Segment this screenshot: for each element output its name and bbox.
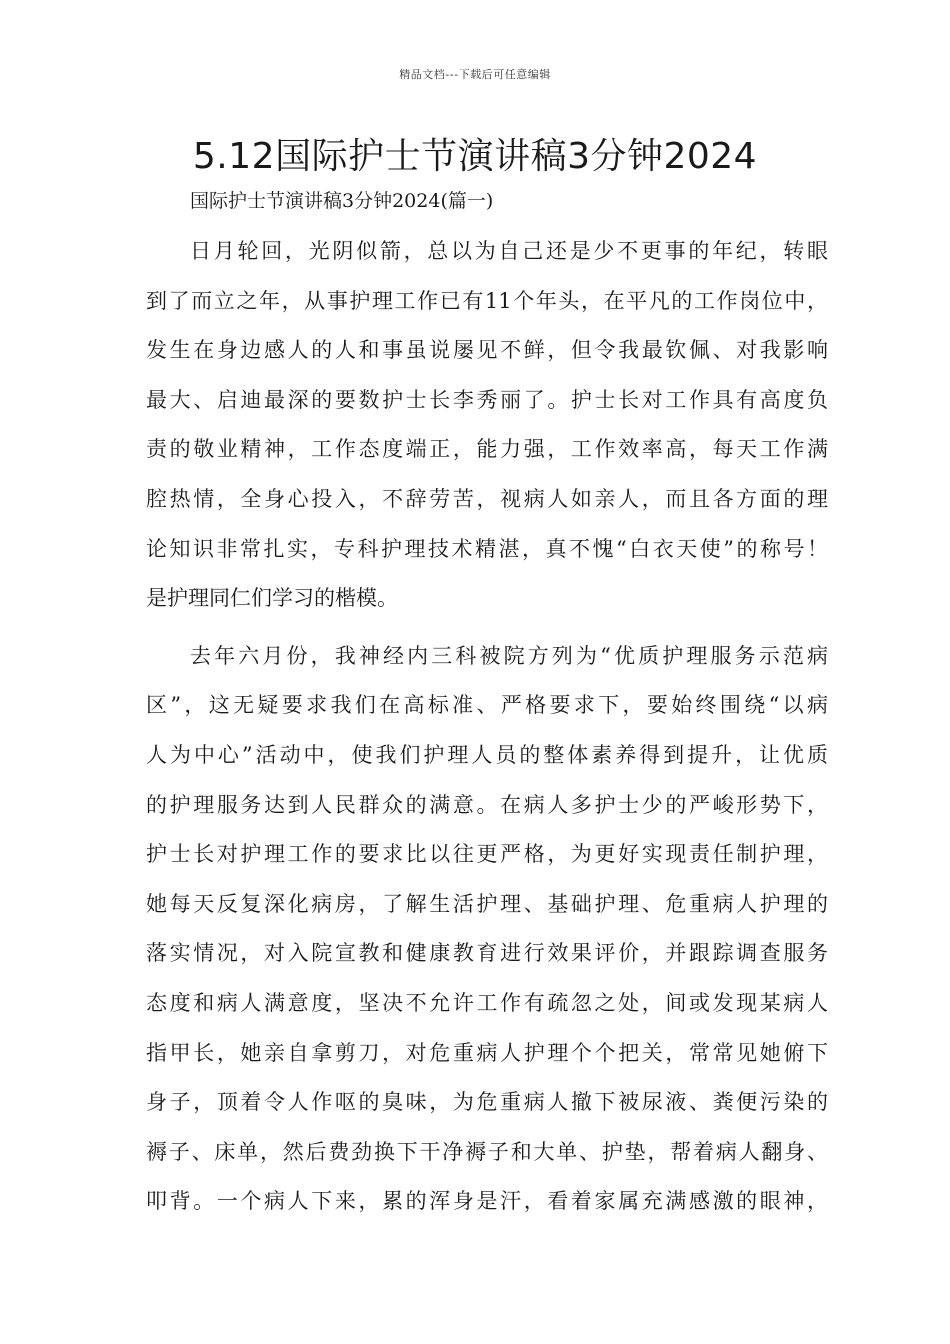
text-line: 指甲长，她亲自拿剪刀，对危重病人护理个个把关，常常见她俯下 bbox=[146, 1040, 828, 1065]
text-line: 落实情况，对入院宣教和健康教育进行效果评价，并跟踪调查服务 bbox=[146, 941, 828, 966]
text-line: 褥子、床单，然后费劲换下干净褥子和大单、护垫，帮着病人翻身、 bbox=[146, 1139, 828, 1164]
page-header-note: 精品文档---下载后可任意编辑 bbox=[399, 68, 551, 81]
text-line: 是护理同仁们学习的楷模。 bbox=[146, 586, 398, 611]
document-body bbox=[146, 228, 828, 1228]
text-line: 去年六月份，我神经内三科被院方列为“优质护理服务示范病 bbox=[190, 643, 828, 668]
text-line: 人为中心”活动中，使我们护理人员的整体素养得到提升，让优质 bbox=[146, 742, 828, 767]
section-subtitle: 国际护士节演讲稿3分钟2024(篇一) bbox=[190, 190, 494, 212]
text-line: 腔热情，全身心投入，不辞劳苦，视病人如亲人，而且各方面的理 bbox=[146, 486, 828, 511]
paragraph bbox=[146, 633, 828, 1228]
text-line: 她每天反复深化病房，了解生活护理、基础护理、危重病人护理的 bbox=[146, 891, 828, 916]
text-line: 区”，这无疑要求我们在高标准、严格要求下，要始终围绕“以病 bbox=[146, 693, 828, 718]
text-line: 护士长对护理工作的要求比以往更严格，为更好实现责任制护理， bbox=[146, 842, 828, 867]
text-line: 到了而立之年，从事护理工作已有11个年头，在平凡的工作岗位中， bbox=[146, 288, 828, 313]
text-line: 的护理服务达到人民群众的满意。在病人多护士少的严峻形势下， bbox=[146, 792, 828, 817]
text-line: 日月轮回，光阴似箭，总以为自己还是少不更事的年纪，转眼 bbox=[190, 239, 828, 263]
paragraph-gap bbox=[146, 625, 828, 633]
text-line: 发生在身边感人的人和事虽说屡见不鲜，但令我最钦佩、对我影响 bbox=[146, 338, 828, 363]
text-line: 身子，顶着令人作呕的臭味，为危重病人撤下被尿液、粪便污染的 bbox=[146, 1090, 828, 1115]
text-line: 叩背。一个病人下来，累的浑身是汗，看着家属充满感激的眼神， bbox=[146, 1189, 828, 1214]
text-line: 论知识非常扎实，专科护理技术精湛，真不愧“白衣天使”的称号！ bbox=[146, 536, 828, 561]
paragraph bbox=[146, 228, 828, 625]
document-title: 5.12国际护士节演讲稿3分钟2024 bbox=[192, 136, 758, 177]
text-line: 态度和病人满意度，坚决不允许工作有疏忽之处，间或发现某病人 bbox=[146, 990, 828, 1015]
text-line: 最大、启迪最深的要数护士长李秀丽了。护士长对工作具有高度负 bbox=[146, 387, 828, 412]
text-line: 责的敬业精神，工作态度端正，能力强，工作效率高，每天工作满 bbox=[146, 437, 828, 462]
